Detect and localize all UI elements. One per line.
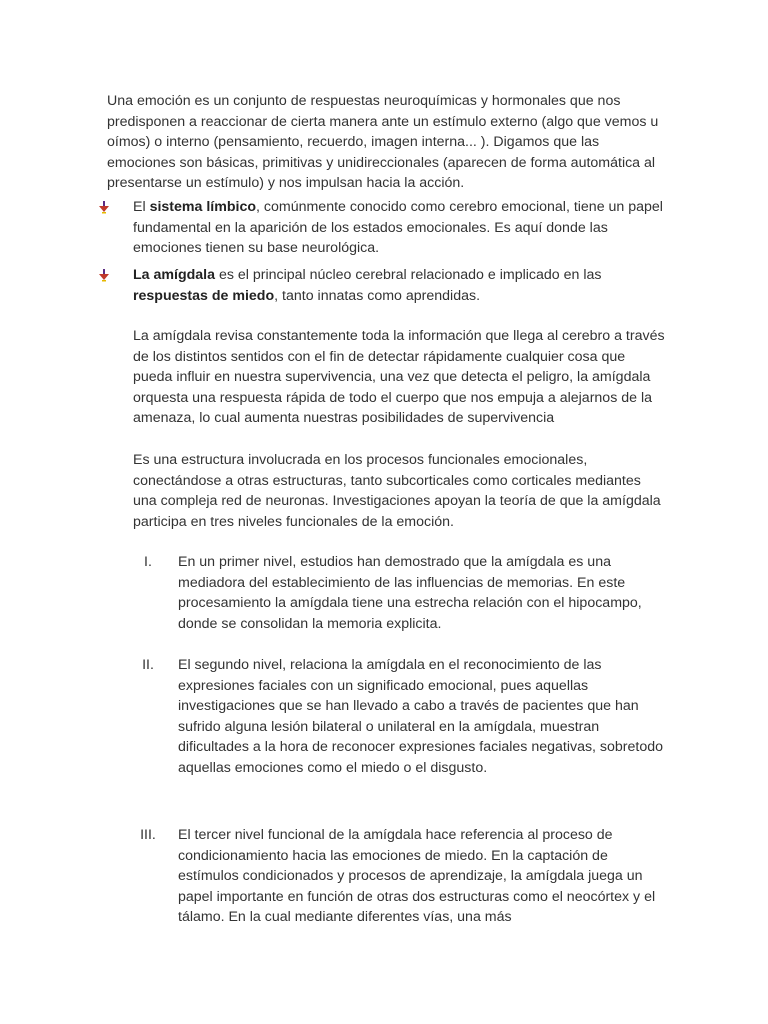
list-item-text: El segundo nivel, relaciona la amígdala en el reconocimiento de las expresiones faciales con un significado emocional, pues aquellas investigaciones que se han llevado a cabo a través de pacientes que han sufrido alguna lesión bilateral o unilateral en la amígdala, muestran dificultades a la hora de reconocer expresiones faciales negativas, sobretodo aquellas emociones como el miedo o el disgusto. <box>178 657 664 776</box>
body-paragraph: Es una estructura involucrada en los procesos funcionales emocionales, conectándose a otras estructuras, tanto subcorticales como corticales mediantes una compleja red de neuronas. Investigaciones apoyan la teoría de que la amígdala participa en tres niveles funcionales de la emoción. <box>133 452 661 530</box>
arrow-down-bullet-icon <box>97 200 111 214</box>
list-marker: II. <box>142 657 154 673</box>
bullet-text: El sistema límbico, comúnmente conocido como cerebro emocional, tiene un papel fundamental en la aparición de los estados emocionales. Es aquí donde las emociones tienen su base neurológica. <box>133 199 663 256</box>
list-marker: I. <box>144 554 152 570</box>
list-item-text: El tercer nivel funcional de la amígdala hace referencia al proceso de condicionamiento hacia las emociones de miedo. En la captación de estímulos condicionados y procesos de aprendizaje, la amígdala juega un papel importante en función de otras dos estructuras como el neocórtex y el tálamo. En la cual mediante diferentes vías, una más <box>178 827 656 925</box>
arrow-down-bullet-icon <box>97 268 111 282</box>
list-marker: III. <box>140 827 156 843</box>
body-paragraph: La amígdala revisa constantemente toda la información que llega al cerebro a través de los distintos sentidos con el fin de detectar rápidamente cualquier cosa que pueda influir en nuestra supervivencia, una vez que detecta el peligro, la amígdala orquesta una respuesta rápida de todo el cuerpo que nos empuja a alejarnos de la amenaza, lo cual aumenta nuestras posibilidades de supervivencia <box>133 328 665 426</box>
bullet-text: La amígdala es el principal núcleo cerebral relacionado e implicado en las respuestas de miedo, tanto innatas como aprendidas. <box>133 267 602 304</box>
intro-paragraph: Una emoción es un conjunto de respuestas neuroquímicas y hormonales que nos predisponen a reaccionar de cierta manera ante un estímulo externo (algo que vemos u oímos) o interno (pensamiento, recuerdo, imagen interna... ). Digamos que las emociones son básicas, primitivas y unidireccionales (aparecen de forma automática al presentarse un estímulo) y nos impulsan hacia la acción. <box>107 93 659 191</box>
list-item-text: En un primer nivel, estudios han demostrado que la amígdala es una mediadora del establecimiento de las influencias de memorias. En este procesamiento la amígdala tiene una estrecha relación con el hipocampo, donde se consolidan la memoria explicita. <box>178 554 642 632</box>
